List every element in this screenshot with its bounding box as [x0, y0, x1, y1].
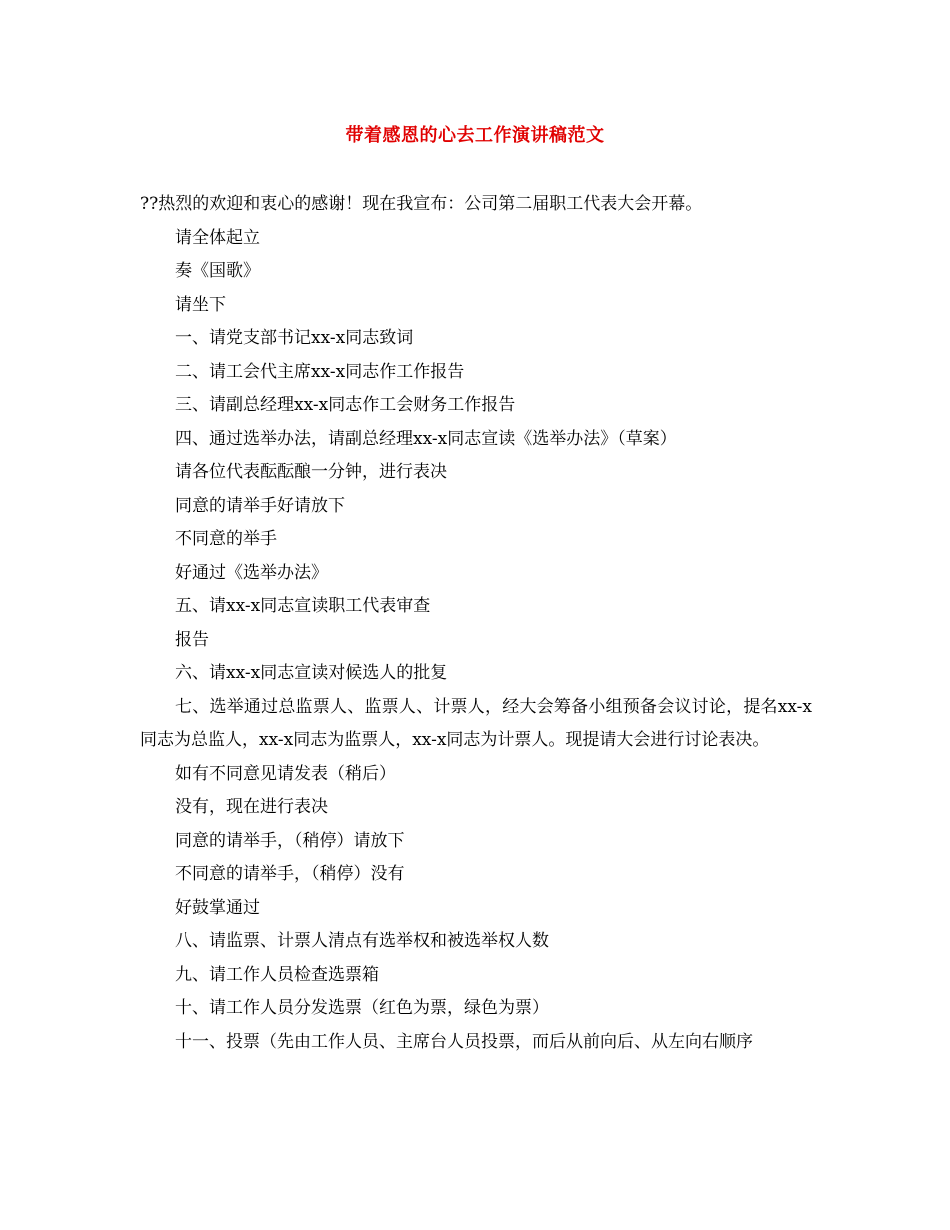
- body-line: 十一、投票（先由工作人员、主席台人员投票，而后从前向后、从左向右顺序: [175, 1031, 753, 1052]
- body-line: 如有不同意见请发表（稍后）: [175, 763, 396, 784]
- body-line: 请各位代表酝酝酿一分钟，进行表决: [175, 462, 447, 482]
- body-line: 同意的请举手好请放下: [175, 495, 345, 516]
- body-line: 十、请工作人员分发选票（红色为票，绿色为票）: [175, 998, 549, 1018]
- body-line: 好鼓掌通过: [175, 897, 260, 918]
- body-line: 奏《国歌》: [175, 261, 260, 281]
- body-line: ??热烈的欢迎和衷心的感谢！现在我宣布：公司第二届职工代表大会开幕。: [140, 194, 703, 214]
- body-line: 二、请工会代主席xx-x同志作工作报告: [175, 361, 465, 382]
- body-line: 六、请xx-x同志宣读对候选人的批复: [175, 663, 448, 683]
- body-line: 不同意的请举手，（稍停）没有: [175, 864, 405, 884]
- body-line: 三、请副总经理xx-x同志作工会财务工作报告: [175, 395, 516, 415]
- document-body: [140, 188, 812, 1059]
- body-line: 四、通过选举办法，请副总经理xx-x同志宣读《选举办法》（草案）: [175, 428, 677, 449]
- body-line: 一、请党支部书记xx-x同志致词: [175, 328, 414, 348]
- body-line: 报告: [175, 629, 209, 650]
- body-line: 九、请工作人员检查选票箱: [175, 964, 379, 985]
- body-line: 同意的请举手，（稍停）请放下: [175, 830, 405, 851]
- body-line: 好通过《选举办法》: [175, 562, 328, 583]
- body-line: 八、请监票、计票人清点有选举权和被选举权人数: [175, 931, 549, 951]
- body-line: 不同意的举手: [175, 529, 277, 549]
- body-line: 请坐下: [175, 294, 226, 315]
- body-line: 请全体起立: [175, 227, 260, 248]
- body-line: 没有，现在进行表决: [175, 797, 328, 817]
- body-line: 五、请xx-x同志宣读职工代表审查: [175, 596, 431, 616]
- document-title: 带着感恩的心去工作演讲稿范文: [345, 125, 605, 146]
- body-paragraph: 七、选举通过总监票人、监票人、计票人，经大会筹备小组预备会议讨论，提名xx-x同志为总监人，xx-x同志为监票人，xx-x同志为计票人。现提请大会进行讨论表决。: [140, 696, 812, 750]
